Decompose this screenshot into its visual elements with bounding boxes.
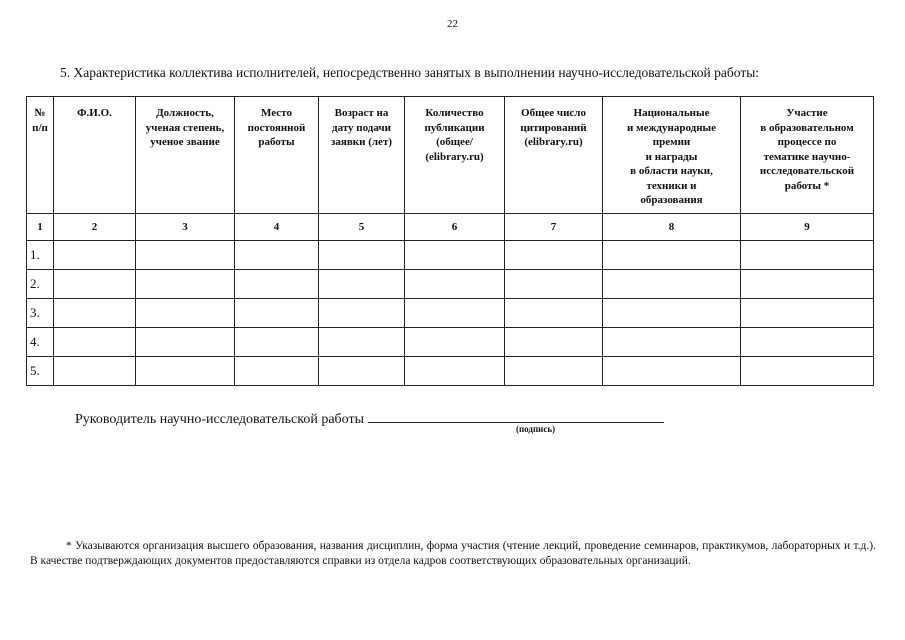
cell-full-name[interactable] [54,299,136,328]
cell-position[interactable] [136,241,235,270]
signature-blank[interactable] [368,408,664,423]
column-number: 5 [319,214,405,241]
header-cell-citations [505,97,603,214]
column-number: 2 [54,214,136,241]
signature-line [75,408,664,428]
signature-caption: (подпись) [516,424,556,434]
column-number: 4 [235,214,319,241]
signature-label: Руководитель научно-исследовательской работы [75,412,365,427]
header-label: Место постоянной работы [247,107,306,148]
row-number: 1. [27,241,54,270]
cell-education[interactable] [741,270,874,299]
row-number: 4. [27,328,54,357]
page-number: 22 [447,18,458,30]
column-number-row [27,214,874,241]
header-label: Общее число цитирований (elibrary.ru) [520,107,587,148]
cell-publications[interactable] [405,328,505,357]
row-number: 2. [27,270,54,299]
cell-education[interactable] [741,328,874,357]
column-number: 6 [405,214,505,241]
header-cell-full-name [54,97,136,214]
header-cell-awards [603,97,741,214]
cell-full-name[interactable] [54,328,136,357]
cell-position[interactable] [136,299,235,328]
header-label: Возраст на дату подачи заявки (лет) [330,107,393,148]
header-label: Ф.И.О. [77,107,112,119]
header-cell-position [136,97,235,214]
cell-awards[interactable] [603,357,741,386]
table-header-row [27,97,874,214]
cell-age[interactable] [319,241,405,270]
cell-awards[interactable] [603,241,741,270]
table-row [27,270,874,299]
cell-awards[interactable] [603,299,741,328]
cell-workplace[interactable] [235,299,319,328]
table-row [27,357,874,386]
cell-workplace[interactable] [235,328,319,357]
table-row [27,241,874,270]
cell-citations[interactable] [505,357,603,386]
section-heading: 5. Характеристика коллектива исполнителей, непосредственно занятых в выполнении научно-исследовательской работы: [60,65,760,80]
cell-awards[interactable] [603,328,741,357]
cell-age[interactable] [319,299,405,328]
column-number: 1 [27,214,54,241]
cell-education[interactable] [741,357,874,386]
cell-full-name[interactable] [54,241,136,270]
header-label: № п/п [32,107,48,134]
column-number: 7 [505,214,603,241]
cell-education[interactable] [741,299,874,328]
cell-workplace[interactable] [235,270,319,299]
cell-citations[interactable] [505,241,603,270]
cell-workplace[interactable] [235,241,319,270]
header-label: Количество публикации (общее/ (elibrary.ru) [424,107,485,163]
cell-full-name[interactable] [54,357,136,386]
cell-publications[interactable] [405,357,505,386]
table-row [27,328,874,357]
row-number: 5. [27,357,54,386]
cell-publications[interactable] [405,299,505,328]
header-cell-publications [405,97,505,214]
column-number: 9 [741,214,874,241]
cell-citations[interactable] [505,299,603,328]
header-cell-age [319,97,405,214]
cell-education[interactable] [741,241,874,270]
cell-workplace[interactable] [235,357,319,386]
cell-age[interactable] [319,328,405,357]
cell-age[interactable] [319,270,405,299]
header-cell-workplace [235,97,319,214]
performers-table [26,96,874,386]
cell-awards[interactable] [603,270,741,299]
cell-age[interactable] [319,357,405,386]
cell-citations[interactable] [505,328,603,357]
cell-citations[interactable] [505,270,603,299]
table-row [27,299,874,328]
header-label: Должность, ученая степень, ученое звание [145,107,225,148]
cell-position[interactable] [136,328,235,357]
cell-position[interactable] [136,357,235,386]
row-number: 3. [27,299,54,328]
cell-full-name[interactable] [54,270,136,299]
column-number: 8 [603,214,741,241]
column-number: 3 [136,214,235,241]
header-label: Национальные и международные премии и награды в области науки, техники и образования [626,107,716,206]
footnote: * Указываются организация высшего образования, названия дисциплин, форма участия (чтение лекций, проведение семинаров, практикумов, лабораторных и т.д.). В качестве подтверждающих документов предоставляются справки из отдела кадров соответствующих образовательных организаций. [30,540,876,567]
header-label: Участие в образовательном процессе по тематике научно- исследовательской работы * [759,107,855,192]
header-cell-education [741,97,874,214]
cell-publications[interactable] [405,270,505,299]
cell-position[interactable] [136,270,235,299]
cell-publications[interactable] [405,241,505,270]
header-cell-number [27,97,54,214]
